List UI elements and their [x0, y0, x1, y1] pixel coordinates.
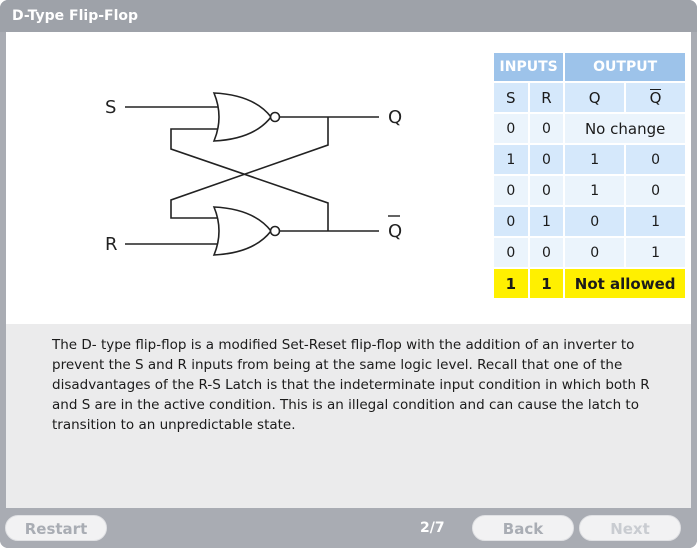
nor-gate-top: [214, 93, 271, 141]
col-s: S: [494, 83, 530, 114]
cell-s: 0: [494, 176, 530, 207]
circuit-label-qbar: Q: [388, 221, 403, 242]
cell-q: 0: [565, 207, 626, 238]
cell-s: 0: [494, 207, 530, 238]
truth-table-group-header: [494, 53, 687, 83]
cell-r: 1: [530, 207, 566, 238]
table-row: [494, 207, 687, 238]
feedback-qbar: [171, 129, 328, 231]
cell-qbar: 1: [626, 207, 687, 238]
col-r: R: [530, 83, 566, 114]
description-text: The D- type flip-flop is a modified Set-Reset flip-flop with the addition of an inverter to prevent the S and R inputs from being at the same logic level. Recall that one of the disadvantages of the R-S Latch is that the indeterminate input condition in which both R and S are in the active condition. This is an illegal condition and can cause the latch to transition to an unpredictable state.: [52, 337, 650, 433]
cell-qbar: 0: [626, 145, 687, 176]
inverter-bubble-bottom: [271, 227, 280, 236]
truth-table: [494, 53, 687, 300]
col-q: Q: [565, 83, 626, 114]
col-qbar: [626, 83, 687, 114]
cell-r: 0: [530, 238, 566, 269]
content-area: [6, 32, 691, 508]
inputs-header: INPUTS: [494, 53, 565, 83]
cell-s: 1: [494, 145, 530, 176]
col-qbar-label: Q: [649, 88, 662, 107]
title-bar: [0, 0, 697, 32]
cell-q: 1: [565, 176, 626, 207]
cell-s: 0: [494, 114, 530, 145]
cell-qbar: 1: [626, 238, 687, 269]
circuit-label-r: R: [105, 234, 118, 255]
inverter-bubble-top: [271, 113, 280, 122]
table-row: [494, 238, 687, 269]
restart-button[interactable]: Restart: [5, 515, 107, 541]
table-row-not-allowed: [494, 269, 687, 300]
circuit-label-q: Q: [388, 107, 403, 128]
table-row: [494, 114, 687, 145]
truth-table-column-header: [494, 83, 687, 114]
cell-s: 0: [494, 238, 530, 269]
footer-bar: [0, 508, 697, 548]
cell-r: 0: [530, 145, 566, 176]
cell-s: 1: [494, 269, 530, 300]
table-row: [494, 176, 687, 207]
page-counter: 2/7: [420, 520, 445, 536]
nor-gate-bottom: [214, 207, 271, 255]
rs-latch-diagram: [94, 87, 424, 267]
output-header: OUTPUT: [565, 53, 687, 83]
description-panel: [6, 324, 691, 508]
feedback-q: [171, 117, 328, 218]
circuit-label-s: S: [105, 97, 117, 118]
cell-q: 0: [565, 238, 626, 269]
cell-r: 0: [530, 114, 566, 145]
cell-r: 0: [530, 176, 566, 207]
back-button[interactable]: Back: [472, 515, 574, 541]
table-row: [494, 145, 687, 176]
cell-r: 1: [530, 269, 566, 300]
cell-output-merged: Not allowed: [565, 269, 687, 300]
next-button[interactable]: Next: [579, 515, 681, 541]
cell-output-merged: No change: [565, 114, 687, 145]
cell-q: 1: [565, 145, 626, 176]
cell-qbar: 0: [626, 176, 687, 207]
diagram-panel: [6, 32, 691, 324]
window-title: D-Type Flip-Flop: [12, 8, 139, 24]
